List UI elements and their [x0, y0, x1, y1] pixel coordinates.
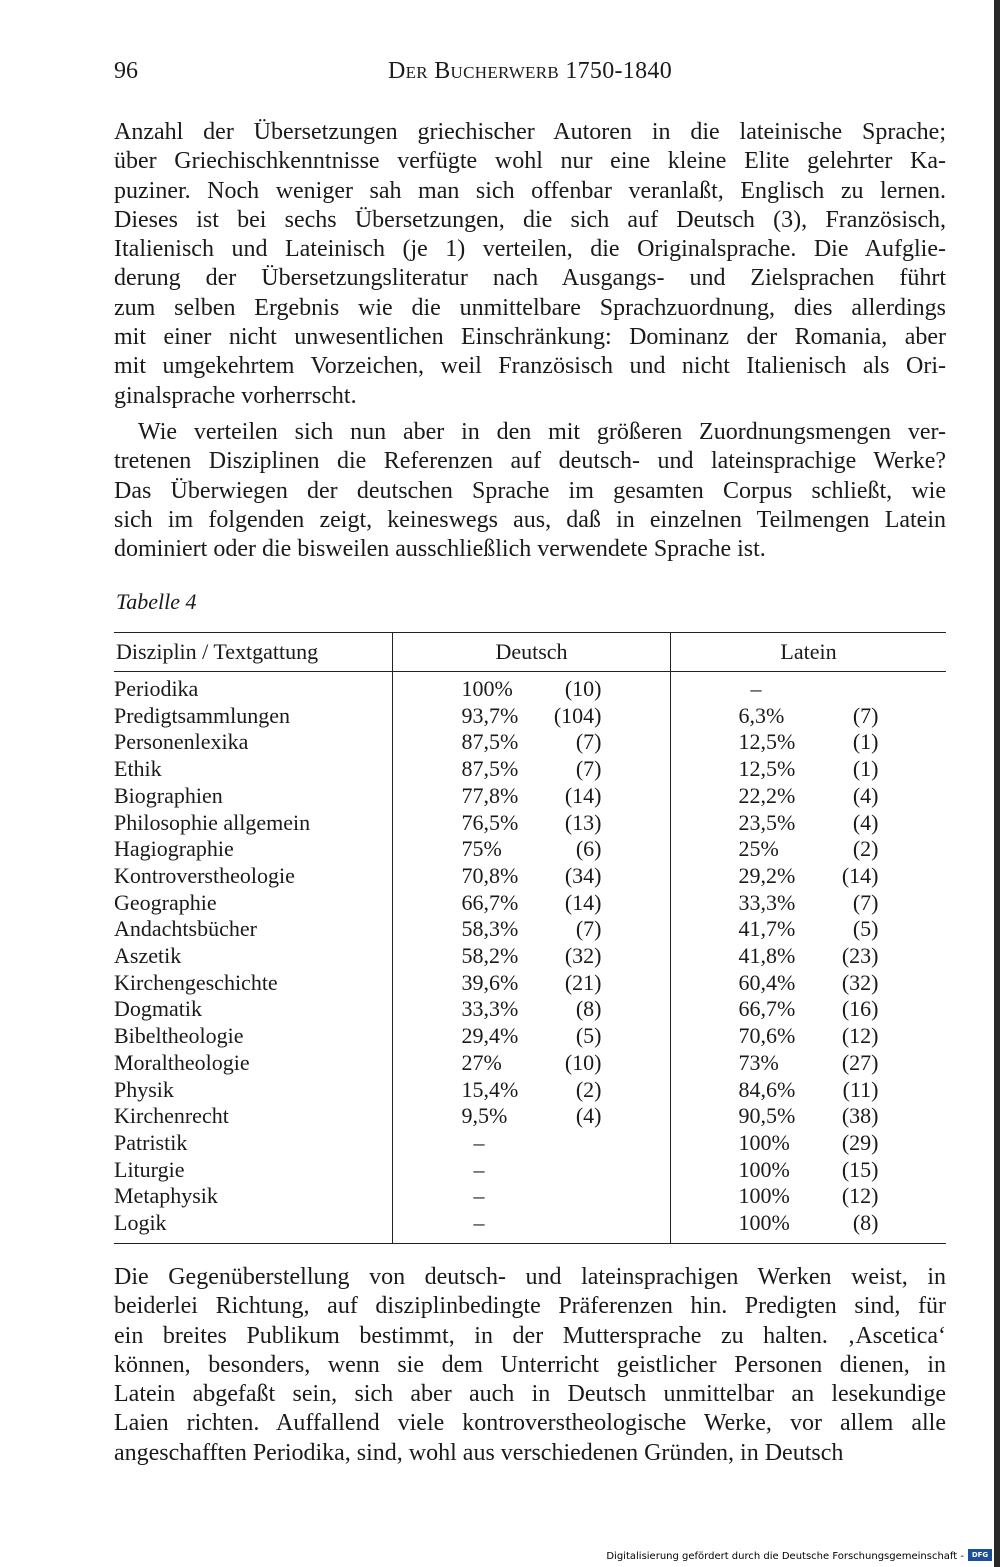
percent-value: 76,5%: [461, 809, 519, 835]
deutsch-cell: [393, 783, 671, 810]
scan-edge: [994, 0, 1000, 1567]
discipline-cell: Liturgie: [114, 1156, 185, 1182]
percent-value: 15,4%: [461, 1076, 519, 1102]
percent-value: 87,5%: [461, 756, 519, 782]
text-line: zum selben Ergebnis wie die unmittelbare Sprachzuordnung, dies allerdings: [114, 294, 946, 321]
discipline-cell: Geographie: [114, 889, 217, 915]
deutsch-cell: [393, 890, 671, 917]
percent-value: 29,4%: [461, 1023, 519, 1049]
latein-cell: [671, 703, 947, 730]
count-value: (11): [842, 1076, 879, 1102]
page-number: 96: [114, 58, 138, 84]
discipline-cell: Dogmatik: [114, 996, 202, 1022]
count-value: (6): [575, 836, 602, 862]
latein-cell: [671, 729, 947, 756]
table-row: [114, 1210, 946, 1243]
discipline-cell: Bibeltheologie: [114, 1023, 244, 1049]
percent-value: 22,2%: [738, 782, 796, 808]
percent-value: –: [473, 1210, 485, 1236]
table-header-row: [114, 633, 946, 672]
table-row: [114, 836, 946, 863]
latein-cell: [671, 1183, 947, 1210]
data-table: [114, 632, 946, 1244]
latein-cell: [671, 836, 947, 863]
latein-cell: [671, 756, 947, 783]
deutsch-cell: [393, 970, 671, 997]
table-row: [114, 1183, 946, 1210]
percent-value: 41,7%: [738, 916, 796, 942]
percent-value: 100%: [738, 1210, 790, 1236]
discipline-cell: Kirchengeschichte: [114, 969, 278, 995]
deutsch-cell: [393, 1077, 671, 1104]
count-value: (8): [852, 1210, 879, 1236]
text-line: angeschafften Periodika, sind, wohl aus verschiedenen Gründen, in Deutsch: [114, 1439, 844, 1466]
percent-value: 39,6%: [461, 969, 519, 995]
discipline-cell: Aszetik: [114, 943, 182, 969]
column-header-latein: Latein: [671, 633, 947, 672]
percent-value: 6,3%: [738, 702, 785, 728]
percent-value: 70,6%: [738, 1023, 796, 1049]
table-row: [114, 1077, 946, 1104]
percent-value: 73%: [738, 1049, 779, 1075]
latein-cell: [671, 1130, 947, 1157]
percent-value: 25%: [738, 836, 779, 862]
count-value: (7): [852, 702, 879, 728]
deutsch-cell: [393, 1157, 671, 1184]
percent-value: 100%: [738, 1129, 790, 1155]
text-line: Italienisch und Lateinisch (je 1) verteilen, die Originalsprache. Die Aufglie-: [114, 236, 946, 263]
count-value: (4): [575, 1103, 602, 1129]
text-line: mit einer nicht unwesentlichen Einschränkung: Dominanz der Romania, aber: [114, 324, 946, 351]
percent-value: 90,5%: [738, 1103, 796, 1129]
table-row: [114, 943, 946, 970]
digitization-credit: Digitalisierung gefördert durch die Deutsche Forschungsgemeinschaft -: [606, 1551, 964, 1562]
text-line: Anzahl der Übersetzungen griechischer Autoren in die lateinische Sprache;: [114, 119, 946, 145]
percent-value: 27%: [461, 1049, 502, 1075]
deutsch-cell: [393, 996, 671, 1023]
text-line: dominiert oder die bisweilen ausschließlich verwendete Sprache ist.: [114, 536, 766, 563]
deutsch-cell: [393, 672, 671, 703]
count-value: (34): [564, 862, 602, 888]
count-value: (14): [564, 889, 602, 915]
deutsch-cell: [393, 1023, 671, 1050]
table-body: [114, 672, 946, 1244]
percent-value: 33,3%: [461, 996, 519, 1022]
deutsch-cell: [393, 756, 671, 783]
percent-value: 93,7%: [461, 702, 519, 728]
latein-cell: [671, 1050, 947, 1077]
percent-value: –: [473, 1129, 485, 1155]
count-value: (2): [852, 836, 879, 862]
text-line: Laien richten. Auffallend viele kontroverstheologische Werke, vor allem alle: [114, 1410, 946, 1437]
table-row: [114, 703, 946, 730]
deutsch-cell: [393, 1130, 671, 1157]
deutsch-cell: [393, 1183, 671, 1210]
percent-value: –: [473, 1183, 485, 1209]
percent-value: 84,6%: [738, 1076, 796, 1102]
percent-value: –: [750, 676, 762, 701]
latein-cell: [671, 863, 947, 890]
text-line: Das Überwiegen der deutschen Sprache im gesamten Corpus schließt, wie: [114, 477, 946, 504]
percent-value: 29,2%: [738, 862, 796, 888]
latein-cell: [671, 970, 947, 997]
table-row: [114, 783, 946, 810]
text-line: sich im folgenden zeigt, keineswegs aus, daß in einzelnen Teilmengen Latein: [114, 506, 946, 533]
latein-cell: [671, 1077, 947, 1104]
latein-cell: [671, 1103, 947, 1130]
table-row: [114, 756, 946, 783]
percent-value: 100%: [738, 1156, 790, 1182]
table-row: [114, 810, 946, 837]
discipline-cell: Hagiographie: [114, 836, 234, 862]
percent-value: 75%: [461, 836, 502, 862]
dfg-logo: DFG: [968, 1549, 992, 1561]
count-value: (14): [564, 782, 602, 808]
text-line: Dieses ist bei sechs Übersetzungen, die sich auf Deutsch (3), Französisch,: [114, 206, 946, 233]
deutsch-cell: [393, 810, 671, 837]
count-value: (2): [575, 1076, 602, 1102]
count-value: (5): [852, 916, 879, 942]
count-value: (10): [564, 676, 602, 701]
deutsch-cell: [393, 1103, 671, 1130]
discipline-cell: Personenlexika: [114, 729, 249, 755]
percent-value: 60,4%: [738, 969, 796, 995]
text-line: ein breites Publikum bestimmt, in der Muttersprache zu halten. ‚Ascetica‘: [114, 1322, 946, 1349]
discipline-cell: Kontroverstheologie: [114, 862, 295, 888]
discipline-cell: Kirchenrecht: [114, 1103, 229, 1129]
deutsch-cell: [393, 1050, 671, 1077]
discipline-cell: Physik: [114, 1076, 174, 1102]
latein-cell: [671, 996, 947, 1023]
count-value: (104): [553, 702, 602, 728]
text-line: Die Gegenüberstellung von deutsch- und lateinsprachigen Werken weist, in: [114, 1264, 946, 1290]
count-value: (10): [564, 1049, 602, 1075]
discipline-cell: Philosophie allgemein: [114, 809, 311, 835]
latein-cell: [671, 810, 947, 837]
count-value: (12): [841, 1023, 879, 1049]
text-line: mit umgekehrtem Vorzeichen, weil Französisch und nicht Italienisch als Ori-: [114, 353, 946, 380]
count-value: (8): [575, 996, 602, 1022]
count-value: (23): [841, 943, 879, 969]
count-value: (7): [575, 756, 602, 782]
count-value: (32): [841, 969, 879, 995]
percent-value: 70,8%: [461, 862, 519, 888]
table-row: [114, 863, 946, 890]
count-value: (38): [841, 1103, 879, 1129]
count-value: (1): [852, 756, 879, 782]
latein-cell: [671, 1023, 947, 1050]
deutsch-cell: [393, 916, 671, 943]
deutsch-cell: [393, 729, 671, 756]
count-value: (12): [841, 1183, 879, 1209]
table-row: [114, 1103, 946, 1130]
percent-value: 66,7%: [738, 996, 796, 1022]
discipline-cell: Periodika: [114, 676, 199, 701]
body-paragraph-2: [114, 418, 946, 564]
text-line: können, besonders, wenn sie dem Unterricht geistlicher Personen dienen, in: [114, 1351, 946, 1378]
deutsch-cell: [393, 863, 671, 890]
percent-value: 77,8%: [461, 782, 519, 808]
table-row: [114, 970, 946, 997]
page-header: [114, 58, 946, 94]
count-value: (7): [575, 916, 602, 942]
percent-value: 12,5%: [738, 729, 796, 755]
discipline-cell: Andachtsbücher: [114, 916, 257, 942]
latein-cell: [671, 1157, 947, 1184]
count-value: (16): [841, 996, 879, 1022]
text-line: puziner. Noch weniger sah man sich offenbar veranlaßt, Englisch zu lernen.: [114, 177, 946, 204]
table-row: [114, 1130, 946, 1157]
column-header-discipline: Disziplin / Textgattung: [114, 633, 393, 672]
percent-value: 58,2%: [461, 943, 519, 969]
table-caption: Tabelle 4: [116, 589, 197, 614]
percent-value: 9,5%: [461, 1103, 508, 1129]
deutsch-cell: [393, 943, 671, 970]
latein-cell: [671, 1210, 947, 1243]
percent-value: 41,8%: [738, 943, 796, 969]
table-row: [114, 916, 946, 943]
discipline-cell: Predigtsammlungen: [114, 702, 290, 728]
count-value: (21): [564, 969, 602, 995]
deutsch-cell: [393, 1210, 671, 1243]
percent-value: 33,3%: [738, 889, 796, 915]
percent-value: –: [473, 1156, 485, 1182]
percent-value: 12,5%: [738, 756, 796, 782]
count-value: (1): [852, 729, 879, 755]
latein-cell: [671, 890, 947, 917]
count-value: (13): [564, 809, 602, 835]
latein-cell: [671, 916, 947, 943]
count-value: (7): [852, 889, 879, 915]
discipline-cell: Ethik: [114, 756, 162, 782]
text-line: über Griechischkenntnisse verfügte wohl nur eine kleine Elite gelehrter Ka-: [114, 148, 946, 175]
table-row: [114, 672, 946, 703]
table-row: [114, 1157, 946, 1184]
count-value: (4): [852, 809, 879, 835]
table-row: [114, 1023, 946, 1050]
count-value: (7): [575, 729, 602, 755]
text-line: derung der Übersetzungsliteratur nach Ausgangs- und Zielsprachen führt: [114, 265, 946, 292]
percent-value: 87,5%: [461, 729, 519, 755]
body-paragraph-1: [114, 118, 946, 411]
table-row: [114, 890, 946, 917]
percent-value: 66,7%: [461, 889, 519, 915]
percent-value: 100%: [461, 676, 513, 701]
discipline-cell: Patristik: [114, 1129, 188, 1155]
percent-value: 23,5%: [738, 809, 796, 835]
latein-cell: [671, 783, 947, 810]
discipline-cell: Biographien: [114, 782, 223, 808]
discipline-cell: Logik: [114, 1210, 167, 1236]
count-value: (14): [841, 862, 879, 888]
text-line: Latein abgefaßt sein, sich aber auch in Deutsch unmittelbar an lesekundige: [114, 1381, 946, 1408]
deutsch-cell: [393, 836, 671, 863]
discipline-cell: Metaphysik: [114, 1183, 218, 1209]
count-value: (15): [841, 1156, 879, 1182]
running-title: Der Bucherwerb 1750-1840: [387, 58, 673, 84]
count-value: (4): [852, 782, 879, 808]
latein-cell: [671, 672, 947, 703]
discipline-cell: Moraltheologie: [114, 1049, 250, 1075]
table-row: [114, 1050, 946, 1077]
text-line: tretenen Disziplinen die Referenzen auf deutsch- und lateinsprachige Werke?: [114, 448, 946, 475]
table-row: [114, 729, 946, 756]
table-row: [114, 996, 946, 1023]
count-value: (32): [564, 943, 602, 969]
text-line: Wie verteilen sich nun aber in den mit größeren Zuordnungsmengen ver-: [138, 419, 946, 445]
count-value: (29): [841, 1129, 879, 1155]
body-paragraph-3: [114, 1263, 946, 1468]
percent-value: 58,3%: [461, 916, 519, 942]
count-value: (5): [575, 1023, 602, 1049]
text-line: ginalsprache vorherrscht.: [114, 382, 357, 409]
column-header-deutsch: Deutsch: [393, 633, 671, 672]
deutsch-cell: [393, 703, 671, 730]
latein-cell: [671, 943, 947, 970]
text-line: beiderlei Richtung, auf disziplinbedingte Präferenzen hin. Predigten sind, für: [114, 1293, 946, 1320]
count-value: (27): [841, 1049, 879, 1075]
percent-value: 100%: [738, 1183, 790, 1209]
